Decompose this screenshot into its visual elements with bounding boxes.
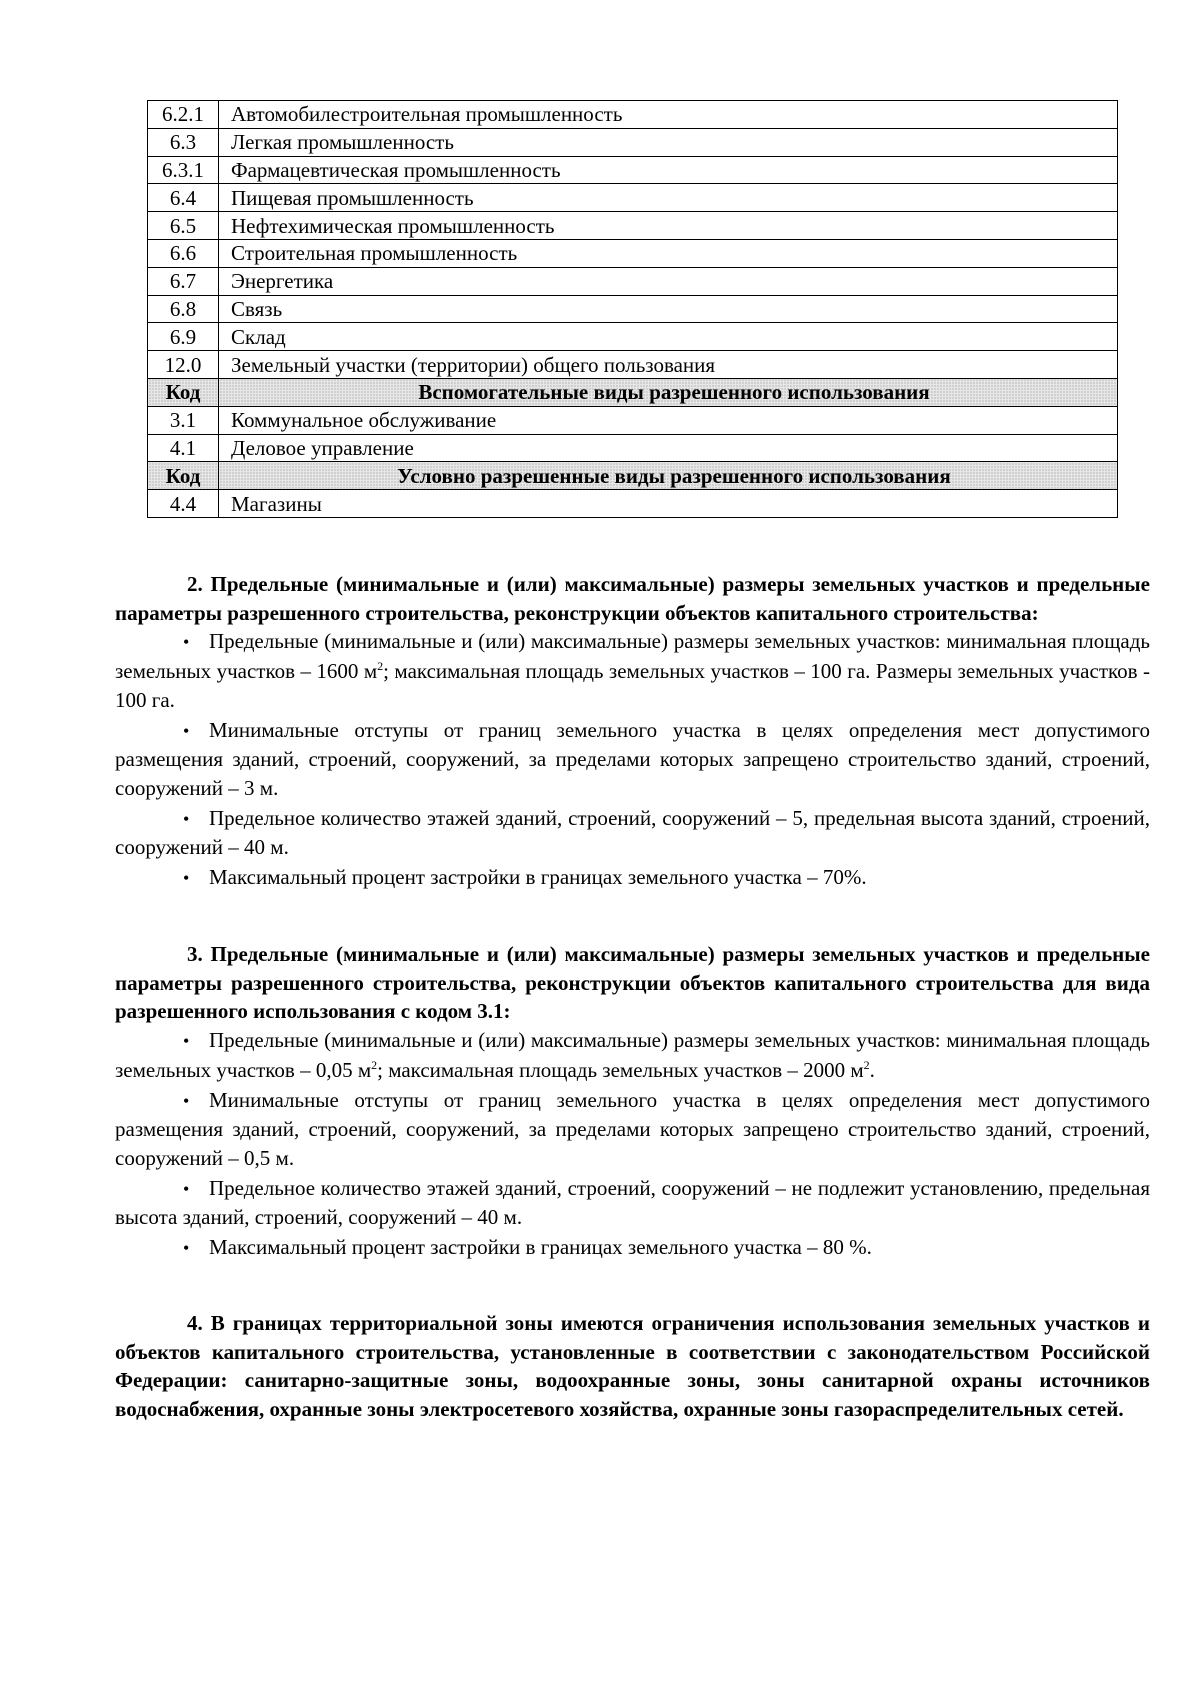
table-row xyxy=(148,184,1118,212)
table-row xyxy=(148,406,1118,434)
bullet-icon: • xyxy=(183,720,190,741)
bullet-item xyxy=(115,1174,1150,1232)
bullet-text: Предельные (минимальные и (или) максимальные) размеры земельных участков: минимальная площадь земельных участков – 1600 м xyxy=(115,629,1150,684)
use-type-cell: Нефтехимическая промышленность xyxy=(219,212,1118,240)
code-cell: 12.0 xyxy=(148,351,219,379)
code-cell: 6.2.1 xyxy=(148,101,219,129)
table-header-row xyxy=(148,462,1118,490)
bullet-text: Предельное количество этажей зданий, строений, сооружений – не подлежит установлению, предельная высота зданий, строений, сооружений – 40 м. xyxy=(115,1175,1150,1230)
table-row xyxy=(148,351,1118,379)
section-heading: 4. В границах территориальной зоны имеются ограничения использования земельных участков и объектов капитального строительства, установленные в соответствии с законодательством Российской Федерации: санитарно-защитные зоны, водоохранные зоны, зоны санитарной охраны источников водоснабжения, охранные зоны электросетевого хозяйства, охранные зоны газораспределительных сетей. xyxy=(115,1311,1150,1422)
use-type-cell: Фармацевтическая промышленность xyxy=(219,156,1118,184)
bullet-text: ; максимальная площадь земельных участков – 100 га. Размеры земельных участков - 100 га. xyxy=(115,659,1150,712)
bullet-item xyxy=(115,804,1150,862)
table-row xyxy=(148,323,1118,351)
bullet-icon: • xyxy=(183,808,190,829)
code-cell: 3.1 xyxy=(148,406,219,434)
section-heading: 3. Предельные (минимальные и (или) максимальные) размеры земельных участков и предельные параметры разрешенного строительства, реконструкции объектов капитального строительства для вида разрешенного использования с кодом 3.1: xyxy=(115,942,1150,1024)
code-cell: Код xyxy=(148,378,219,406)
use-type-cell: Земельный участки (территории) общего пользования xyxy=(219,351,1118,379)
use-type-cell: Деловое управление xyxy=(219,434,1118,462)
bullet-icon: • xyxy=(183,632,190,653)
use-type-cell: Связь xyxy=(219,295,1118,323)
superscript: 2 xyxy=(371,1057,378,1072)
use-type-cell: Условно разрешенные виды разрешенного использования xyxy=(219,462,1118,490)
bullet-text: Минимальные отступы от границ земельного участка в целях определения мест допустимого размещения зданий, строений, сооружений, за пределами которых запрещено строительство зданий, строений, сооружений – 0,5 м. xyxy=(115,1087,1150,1170)
bullet-text: ; максимальная площадь земельных участков – 2000 м xyxy=(377,1057,864,1082)
bullet-icon: • xyxy=(183,1238,190,1259)
use-type-cell: Легкая промышленность xyxy=(219,128,1118,156)
table-row xyxy=(148,101,1118,129)
use-type-cell: Коммунальное обслуживание xyxy=(219,406,1118,434)
table-row xyxy=(148,434,1118,462)
use-type-cell: Строительная промышленность xyxy=(219,239,1118,267)
bullet-item xyxy=(115,863,1150,893)
bullet-icon: • xyxy=(183,1031,190,1052)
use-type-cell: Вспомогательные виды разрешенного использования xyxy=(219,378,1118,406)
section-3 xyxy=(115,940,1150,1263)
table-row xyxy=(148,295,1118,323)
bullet-item xyxy=(115,1233,1150,1263)
bullet-icon: • xyxy=(183,1178,190,1199)
section-4 xyxy=(115,1309,1150,1424)
table-row xyxy=(148,267,1118,295)
table-row xyxy=(148,128,1118,156)
bullet-icon: • xyxy=(183,868,190,889)
bullet-text: Минимальные отступы от границ земельного участка в целях определения мест допустимого размещения зданий, строений, сооружений, за пределами которых запрещено строительство зданий, строений, сооружений – 3 м. xyxy=(115,717,1150,800)
bullet-item xyxy=(115,627,1150,714)
table-header-row xyxy=(148,378,1118,406)
code-cell: Код xyxy=(148,462,219,490)
bullet-text: Предельные (минимальные и (или) максимальные) размеры земельных участков: минимальная площадь земельных участков – 0,05 м xyxy=(115,1028,1150,1082)
land-use-codes-table xyxy=(147,100,1118,518)
code-cell: 6.4 xyxy=(148,184,219,212)
table-row xyxy=(148,156,1118,184)
code-cell: 6.3 xyxy=(148,128,219,156)
code-cell: 6.3.1 xyxy=(148,156,219,184)
use-type-cell: Склад xyxy=(219,323,1118,351)
code-cell: 6.5 xyxy=(148,212,219,240)
code-cell: 4.1 xyxy=(148,434,219,462)
use-type-cell: Автомобилестроительная промышленность xyxy=(219,101,1118,129)
superscript: 2 xyxy=(377,659,384,674)
code-cell: 6.7 xyxy=(148,267,219,295)
superscript: 2 xyxy=(863,1057,870,1072)
code-cell: 6.6 xyxy=(148,239,219,267)
land-use-table-container xyxy=(147,100,1118,518)
bullet-text: Максимальный процент застройки в границах земельного участка – 80 %. xyxy=(209,1235,872,1260)
section-heading: 2. Предельные (минимальные и (или) максимальные) размеры земельных участков и предельные параметры разрешенного строительства, реконструкции объектов капитального строительства: xyxy=(115,572,1150,625)
use-type-cell: Пищевая промышленность xyxy=(219,184,1118,212)
bullet-icon: • xyxy=(183,1090,190,1111)
bullet-item xyxy=(115,716,1150,803)
table-row xyxy=(148,212,1118,240)
code-cell: 6.8 xyxy=(148,295,219,323)
code-cell: 4.4 xyxy=(148,490,219,518)
use-type-cell: Энергетика xyxy=(219,267,1118,295)
code-cell: 6.9 xyxy=(148,323,219,351)
bullet-text: . xyxy=(869,1057,875,1082)
bullet-text: Предельное количество этажей зданий, строений, сооружений – 5, предельная высота зданий, строений, сооружений – 40 м. xyxy=(115,805,1150,860)
bullet-item xyxy=(115,1086,1150,1173)
section-2 xyxy=(115,570,1150,893)
bullet-text: Максимальный процент застройки в границах земельного участка – 70%. xyxy=(209,865,867,890)
use-type-cell: Магазины xyxy=(219,490,1118,518)
table-row xyxy=(148,239,1118,267)
bullet-item xyxy=(115,1026,1150,1084)
table-row xyxy=(148,490,1118,518)
